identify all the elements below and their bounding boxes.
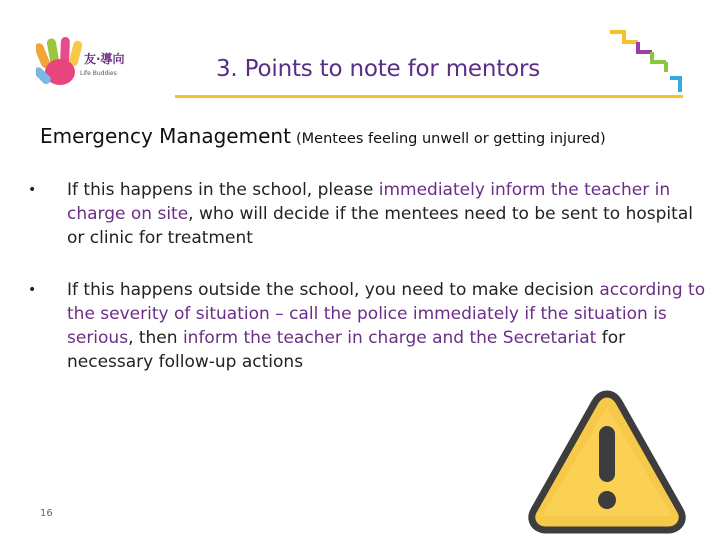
logo — [36, 36, 136, 92]
bullet-item-1 — [28, 178, 708, 250]
title-underline — [175, 95, 683, 98]
bullet-text — [67, 278, 708, 374]
warning-triangle-icon — [526, 386, 688, 536]
page-title: 3. Points to note for mentors — [216, 56, 540, 82]
bullet-text-part: for necessary follow-up actions — [67, 328, 626, 372]
bullet-item-2 — [28, 278, 708, 374]
bullet-marker: • — [28, 182, 37, 198]
bullet-text-part: , then — [128, 328, 183, 348]
logo-cn-text: 友·導向 — [84, 52, 125, 66]
section-heading — [40, 124, 606, 148]
logo-en-text: Life Buddies — [80, 70, 117, 77]
bullet-text-highlight: inform the teacher in charge and the Secretariat — [182, 328, 597, 348]
bullet-text-part: , who will decide if the mentees need to be sent to hospital or clinic for treatment — [67, 204, 693, 248]
bullet-marker: • — [28, 282, 37, 298]
bullet-text-part: If this happens outside the school, you need to make decision — [67, 280, 600, 300]
steps-decoration-icon — [608, 26, 688, 98]
bullet-text-highlight: immediately inform the teacher in charge on site — [67, 180, 671, 224]
section-heading-main: Emergency Management — [40, 124, 291, 148]
section-heading-sub: (Mentees feeling unwell or getting injured) — [296, 131, 606, 147]
bullet-text — [67, 178, 708, 250]
page-number: 16 — [40, 508, 53, 519]
bullet-text-highlight: according to the severity of situation – call the police immediately if the situation is serious — [67, 280, 706, 348]
bullet-text-part: If this happens in the school, please — [67, 180, 379, 200]
